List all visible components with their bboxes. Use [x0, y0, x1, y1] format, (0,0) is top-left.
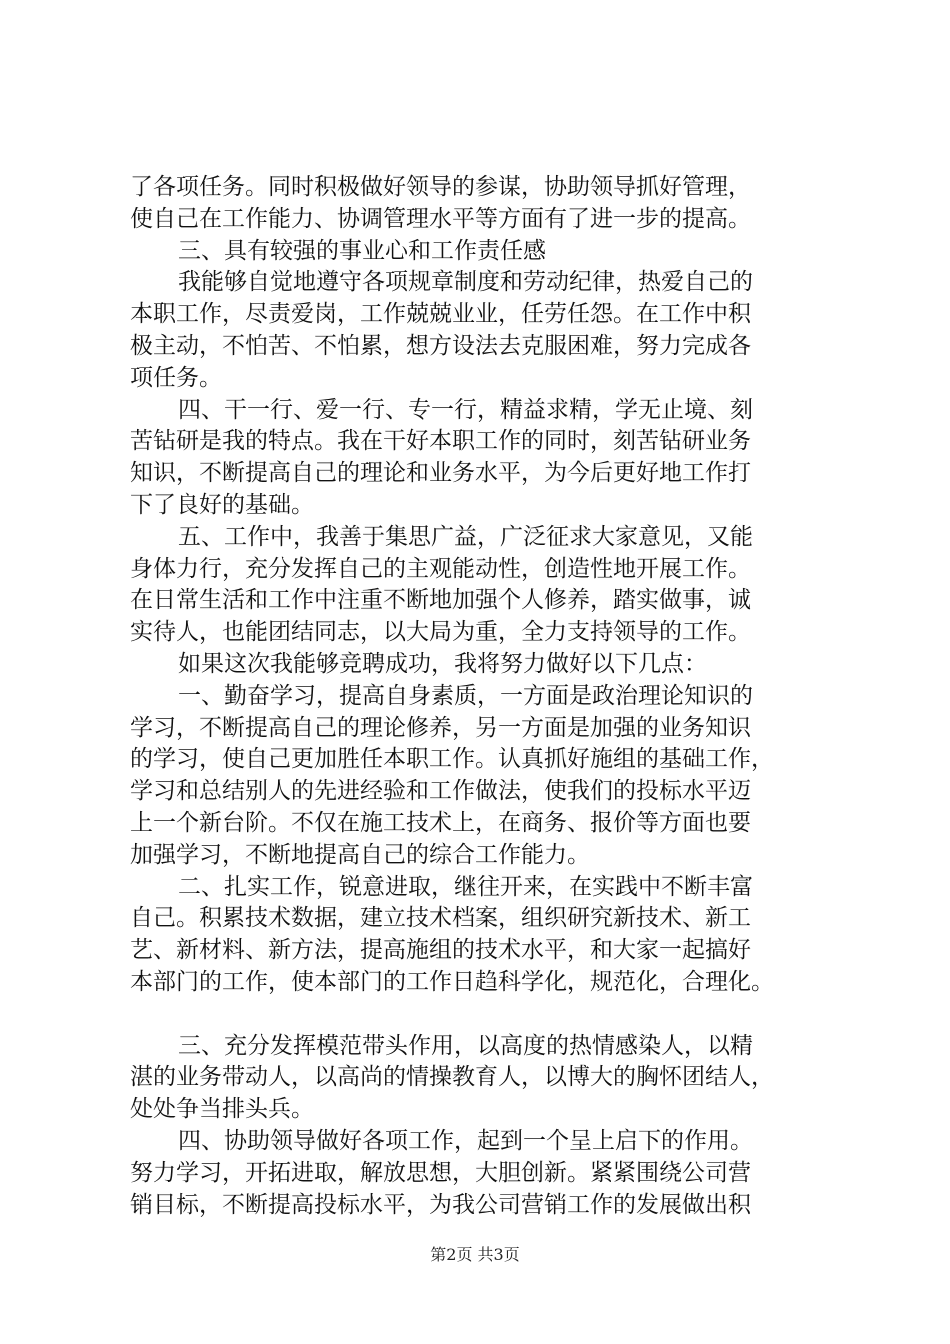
text-line: 二、扎实工作，锐意进取，继往开来，在实践中不断丰富 — [178, 873, 753, 900]
text-line: 我能够自觉地遵守各项规章制度和劳动纪律，热爱自己的 — [178, 269, 753, 296]
text-line: 销目标，不断提高投标水平，为我公司营销工作的发展做出积 — [130, 1191, 751, 1218]
text-line: 身体力行，充分发挥自己的主观能动性，创造性地开展工作。 — [130, 555, 751, 582]
text-line: 学习，不断提高自己的理论修养，另一方面是加强的业务知识 — [130, 714, 751, 741]
text-line: 极主动，不怕苦、不怕累，想方设法去克服困难，努力完成各 — [130, 332, 751, 359]
text-line: 使自己在工作能力、协调管理水平等方面有了进一步的提高。 — [130, 205, 751, 232]
text-line: 实待人，也能团结同志，以大局为重，全力支持领导的工作。 — [130, 619, 751, 646]
text-line: 如果这次我能够竞聘成功，我将努力做好以下几点： — [178, 650, 707, 677]
text-line: 一、勤奋学习，提高自身素质，一方面是政治理论知识的 — [178, 682, 753, 709]
text-line: 苦钻研是我的特点。我在干好本职工作的同时，刻苦钻研业务 — [130, 428, 751, 455]
text-line: 知识，不断提高自己的理论和业务水平，为今后更好地工作打 — [130, 460, 751, 487]
text-line: 本部门的工作，使本部门的工作日趋科学化，规范化，合理化。 — [130, 968, 774, 995]
text-line: 三、充分发挥模范带头作用，以高度的热情感染人，以精 — [178, 1032, 753, 1059]
text-line: 学习和总结别人的先进经验和工作做法，使我们的投标水平迈 — [130, 778, 751, 805]
text-line: 处处争当排头兵。 — [130, 1096, 314, 1123]
page-footer: 第2页 共3页 — [430, 1245, 520, 1264]
text-line: 下了良好的基础。 — [130, 491, 314, 518]
text-line: 加强学习，不断地提高自己的综合工作能力。 — [130, 841, 590, 868]
text-line: 三、具有较强的事业心和工作责任感 — [178, 237, 546, 264]
text-line: 的学习，使自己更加胜任本职工作。认真抓好施组的基础工作， — [130, 746, 774, 773]
blank-line — [130, 999, 850, 1031]
text-line: 在日常生活和工作中注重不断地加强个人修养，踏实做事，诚 — [130, 587, 751, 614]
document-body — [130, 172, 850, 1221]
text-line: 四、干一行、爱一行、专一行，精益求精，学无止境、刻 — [178, 396, 753, 423]
text-line: 四、协助领导做好各项工作，起到一个呈上启下的作用。 — [178, 1127, 753, 1154]
text-line: 本职工作，尽责爱岗，工作兢兢业业，任劳任怨。在工作中积 — [130, 301, 751, 328]
text-line: 努力学习，开拓进取，解放思想，大胆创新。紧紧围绕公司营 — [130, 1159, 751, 1186]
text-line: 湛的业务带动人，以高尚的情操教育人，以博大的胸怀团结人， — [130, 1064, 774, 1091]
text-line: 项任务。 — [130, 364, 222, 391]
text-line: 了各项任务。同时积极做好领导的参谋，协助领导抓好管理， — [130, 174, 751, 200]
text-line: 艺、新材料、新方法，提高施组的技术水平，和大家一起搞好 — [130, 937, 751, 964]
text-line: 自己。积累技术数据，建立技术档案，组织研究新技术、新工 — [130, 905, 751, 932]
text-line: 五、工作中，我善于集思广益，广泛征求大家意见，又能 — [178, 523, 753, 550]
text-line: 上一个新台阶。不仅在施工技术上，在商务、报价等方面也要 — [130, 809, 751, 836]
